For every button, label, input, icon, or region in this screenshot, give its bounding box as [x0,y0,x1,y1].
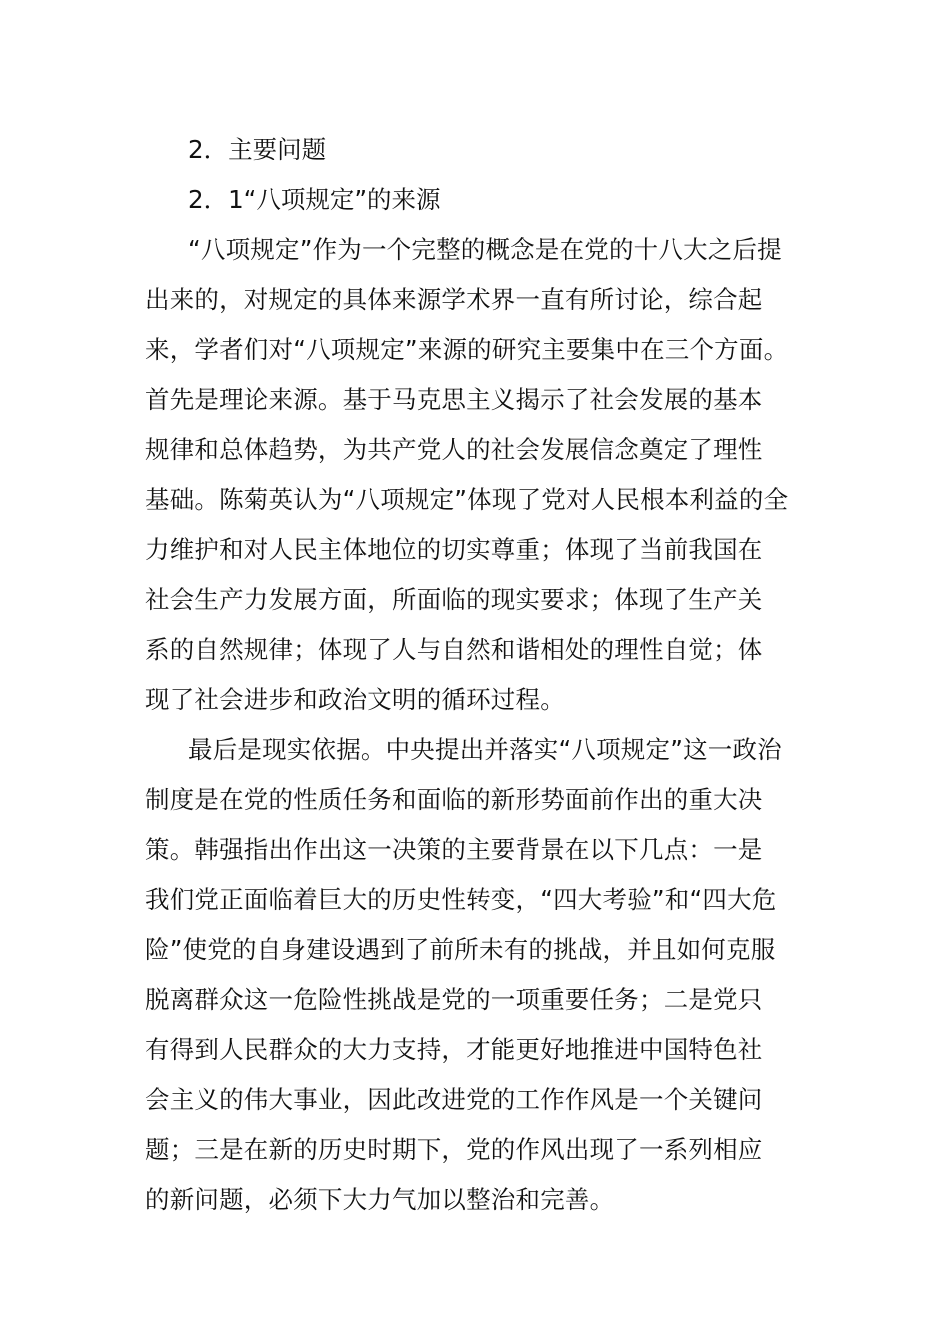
paragraph-origin [145,225,805,725]
text-line: 出来的，对规定的具体来源学术界一直有所讨论，综合起 [145,285,763,314]
text-line: 来，学者们对“八项规定”来源的研究主要集中在三个方面。 [145,335,789,364]
text-line: 险”使党的自身建设遇到了前所未有的挑战，并且如何克服 [145,935,776,964]
text-line: 我们党正面临着巨大的历史性转变，“四大考验”和“四大危 [145,885,777,914]
text-line: 力维护和对人民主体地位的切实尊重；体现了当前我国在 [145,535,763,564]
text-line: 会主义的伟大事业，因此改进党的工作作风是一个关键问 [145,1085,763,1114]
text-line: “八项规定”作为一个完整的概念是在党的十八大之后提 [188,235,782,264]
text-line: 社会生产力发展方面，所面临的现实要求；体现了生产关 [145,585,763,614]
text-line: 题；三是在新的历史时期下，党的作风出现了一系列相应 [145,1135,763,1164]
text-line: 规律和总体趋势，为共产党人的社会发展信念奠定了理性 [145,435,763,464]
text-line: 系的自然规律；体现了人与自然和谐相处的理性自觉；体 [145,635,763,664]
text-line: 基础。陈菊英认为“八项规定”体现了党对人民根本利益的全 [145,485,789,514]
text-line: 脱离群众这一危险性挑战是党的一项重要任务；二是党只 [145,985,763,1014]
subsection-heading-origin: 2．1“八项规定”的来源 [188,185,441,214]
text-line: 现了社会进步和政治文明的循环过程。 [145,685,565,714]
text-line: 策。韩强指出作出这一决策的主要背景在以下几点：一是 [145,835,763,864]
text-line: 制度是在党的性质任务和面临的新形势面前作出的重大决 [145,785,763,814]
text-line: 最后是现实依据。中央提出并落实“八项规定”这一政治 [188,735,782,764]
section-heading-main-issues: 2．主要问题 [188,135,327,164]
text-line: 首先是理论来源。基于马克思主义揭示了社会发展的基本 [145,385,763,414]
text-line: 有得到人民群众的大力支持，才能更好地推进中国特色社 [145,1035,763,1064]
document-body [145,125,805,1225]
paragraph-practical-basis [145,725,805,1225]
text-line: 的新问题，必须下大力气加以整治和完善。 [145,1185,615,1214]
